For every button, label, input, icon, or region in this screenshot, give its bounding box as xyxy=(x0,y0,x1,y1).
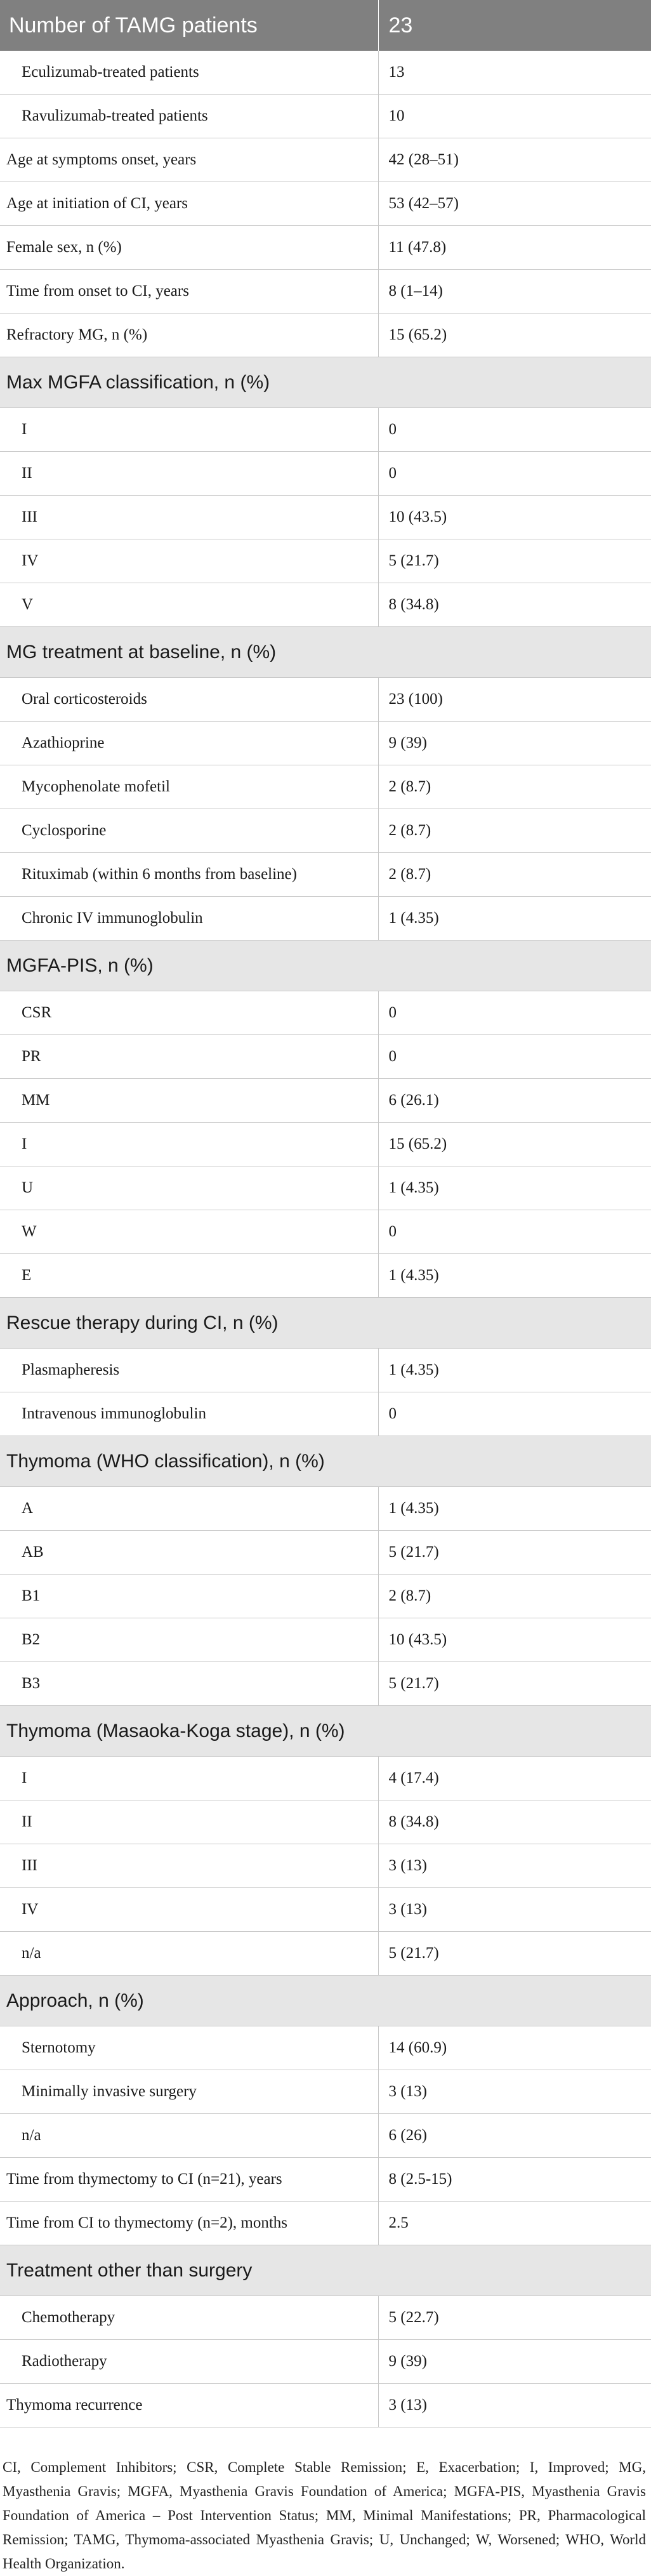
table-row xyxy=(0,1487,651,1531)
row-label: II xyxy=(0,1800,378,1844)
row-label: A xyxy=(0,1487,378,1531)
row-label: B3 xyxy=(0,1662,378,1706)
row-label: B2 xyxy=(0,1618,378,1662)
section-header-row xyxy=(0,2245,651,2296)
row-value: 5 (22.7) xyxy=(378,2296,651,2340)
table-row xyxy=(0,1618,651,1662)
table-row xyxy=(0,1349,651,1392)
section-title: Max MGFA classification, n (%) xyxy=(0,357,651,408)
row-label: Time from thymectomy to CI (n=21), years xyxy=(0,2158,378,2202)
table-row xyxy=(0,1166,651,1210)
table-row xyxy=(0,722,651,765)
row-value: 1 (4.35) xyxy=(378,1349,651,1392)
row-label: Cyclosporine xyxy=(0,809,378,853)
table-row xyxy=(0,583,651,627)
row-label: Time from onset to CI, years xyxy=(0,270,378,314)
row-value: 3 (13) xyxy=(378,1888,651,1932)
row-label: CSR xyxy=(0,991,378,1035)
table-header-row xyxy=(0,0,651,51)
row-value: 5 (21.7) xyxy=(378,1662,651,1706)
table-row xyxy=(0,226,651,270)
row-value: 10 xyxy=(378,95,651,138)
row-label: I xyxy=(0,408,378,452)
row-label: Chronic IV immunoglobulin xyxy=(0,897,378,941)
section-header-row xyxy=(0,1706,651,1757)
table-row xyxy=(0,897,651,941)
table-row xyxy=(0,765,651,809)
table-row xyxy=(0,678,651,722)
row-label: II xyxy=(0,452,378,496)
table-row xyxy=(0,2114,651,2158)
row-label: Time from CI to thymectomy (n=2), months xyxy=(0,2202,378,2245)
row-value: 42 (28–51) xyxy=(378,138,651,182)
table-footnote: CI, Complement Inhibitors; CSR, Complete Stable Remission; E, Exacerbation; I, Improved; MG, Myasthenia Gravis; MGFA, Myasthenia Gravis Foundation of America; MGFA-PIS, Myasthenia Gravis Foundation of America – Post Intervention Status; MM, Minimal Manifestations; PR, Pharmacological Remission; TAMG, Thymoma-associated Myasthenia Gravis; U, Unchanged; W, Worsened; WHO, World Health Organization. xyxy=(3,2459,646,2572)
row-label: Intravenous immunoglobulin xyxy=(0,1392,378,1436)
table-row xyxy=(0,2070,651,2114)
table-row xyxy=(0,539,651,583)
row-value: 2 (8.7) xyxy=(378,1575,651,1618)
table-row xyxy=(0,314,651,357)
table-row xyxy=(0,496,651,539)
table-row xyxy=(0,452,651,496)
row-value: 1 (4.35) xyxy=(378,1166,651,1210)
table-row xyxy=(0,138,651,182)
table-row xyxy=(0,853,651,897)
row-value: 8 (34.8) xyxy=(378,1800,651,1844)
row-label: Female sex, n (%) xyxy=(0,226,378,270)
section-title: Approach, n (%) xyxy=(0,1976,651,2026)
row-label: Ravulizumab-treated patients xyxy=(0,95,378,138)
table-row xyxy=(0,1392,651,1436)
row-value: 6 (26) xyxy=(378,2114,651,2158)
table-row xyxy=(0,1123,651,1166)
row-label: W xyxy=(0,1210,378,1254)
row-value: 0 xyxy=(378,452,651,496)
table-row xyxy=(0,1531,651,1575)
header-label: Number of TAMG patients xyxy=(0,0,378,51)
row-value: 2 (8.7) xyxy=(378,809,651,853)
row-label: Refractory MG, n (%) xyxy=(0,314,378,357)
row-value: 1 (4.35) xyxy=(378,897,651,941)
table-row xyxy=(0,1800,651,1844)
header-value: 23 xyxy=(378,0,651,51)
row-value: 0 xyxy=(378,1392,651,1436)
table-row xyxy=(0,51,651,95)
table-row xyxy=(0,1888,651,1932)
table-row xyxy=(0,2026,651,2070)
section-title: Treatment other than surgery xyxy=(0,2245,651,2296)
table-row xyxy=(0,1035,651,1079)
table-row xyxy=(0,1079,651,1123)
row-label: n/a xyxy=(0,1932,378,1976)
row-value: 14 (60.9) xyxy=(378,2026,651,2070)
row-label: IV xyxy=(0,539,378,583)
row-label: Azathioprine xyxy=(0,722,378,765)
row-label: Radiotherapy xyxy=(0,2340,378,2384)
table-row xyxy=(0,1757,651,1800)
section-header-row xyxy=(0,1298,651,1349)
section-title: MGFA-PIS, n (%) xyxy=(0,941,651,991)
row-value: 1 (4.35) xyxy=(378,1254,651,1298)
table-row xyxy=(0,1932,651,1976)
row-value: 5 (21.7) xyxy=(378,539,651,583)
section-header-row xyxy=(0,1436,651,1487)
row-value: 3 (13) xyxy=(378,1844,651,1888)
section-title: Thymoma (WHO classification), n (%) xyxy=(0,1436,651,1487)
row-label: Age at symptoms onset, years xyxy=(0,138,378,182)
row-value: 53 (42–57) xyxy=(378,182,651,226)
row-value: 15 (65.2) xyxy=(378,314,651,357)
row-value: 5 (21.7) xyxy=(378,1932,651,1976)
table-row xyxy=(0,809,651,853)
row-label: AB xyxy=(0,1531,378,1575)
row-value: 6 (26.1) xyxy=(378,1079,651,1123)
row-value: 8 (2.5-15) xyxy=(378,2158,651,2202)
row-value: 2 (8.7) xyxy=(378,765,651,809)
row-label: V xyxy=(0,583,378,627)
row-label: Rituximab (within 6 months from baseline) xyxy=(0,853,378,897)
row-value: 23 (100) xyxy=(378,678,651,722)
row-value: 1 (4.35) xyxy=(378,1487,651,1531)
row-label: Mycophenolate mofetil xyxy=(0,765,378,809)
row-label: PR xyxy=(0,1035,378,1079)
row-value: 13 xyxy=(378,51,651,95)
table-row xyxy=(0,95,651,138)
table-row xyxy=(0,1844,651,1888)
row-value: 11 (47.8) xyxy=(378,226,651,270)
section-header-row xyxy=(0,941,651,991)
table-row xyxy=(0,991,651,1035)
row-value: 9 (39) xyxy=(378,722,651,765)
row-label: Chemotherapy xyxy=(0,2296,378,2340)
row-label: IV xyxy=(0,1888,378,1932)
table-row xyxy=(0,2340,651,2384)
table-row xyxy=(0,270,651,314)
section-title: Thymoma (Masaoka-Koga stage), n (%) xyxy=(0,1706,651,1757)
row-label: Oral corticosteroids xyxy=(0,678,378,722)
row-label: Thymoma recurrence xyxy=(0,2384,378,2427)
table-row xyxy=(0,1210,651,1254)
row-label: Plasmapheresis xyxy=(0,1349,378,1392)
row-value: 0 xyxy=(378,991,651,1035)
row-label: I xyxy=(0,1757,378,1800)
table-row xyxy=(0,408,651,452)
section-title: Rescue therapy during CI, n (%) xyxy=(0,1298,651,1349)
section-header-row xyxy=(0,357,651,408)
row-value: 4 (17.4) xyxy=(378,1757,651,1800)
row-value: 0 xyxy=(378,408,651,452)
row-label: Age at initiation of CI, years xyxy=(0,182,378,226)
row-label: Eculizumab-treated patients xyxy=(0,51,378,95)
row-value: 9 (39) xyxy=(378,2340,651,2384)
row-label: Minimally invasive surgery xyxy=(0,2070,378,2114)
row-label: E xyxy=(0,1254,378,1298)
row-value: 8 (1–14) xyxy=(378,270,651,314)
table-row xyxy=(0,1254,651,1298)
row-value: 2.5 xyxy=(378,2202,651,2245)
section-header-row xyxy=(0,1976,651,2026)
row-value: 8 (34.8) xyxy=(378,583,651,627)
table-row xyxy=(0,2202,651,2245)
table-row xyxy=(0,182,651,226)
row-value: 10 (43.5) xyxy=(378,1618,651,1662)
section-header-row xyxy=(0,627,651,678)
table-row xyxy=(0,1575,651,1618)
row-value: 0 xyxy=(378,1035,651,1079)
table-row xyxy=(0,2158,651,2202)
row-value: 2 (8.7) xyxy=(378,853,651,897)
table-row xyxy=(0,1662,651,1706)
row-label: MM xyxy=(0,1079,378,1123)
section-title: MG treatment at baseline, n (%) xyxy=(0,627,651,678)
table-row xyxy=(0,2384,651,2427)
row-value: 10 (43.5) xyxy=(378,496,651,539)
row-label: B1 xyxy=(0,1575,378,1618)
row-value: 15 (65.2) xyxy=(378,1123,651,1166)
row-label: I xyxy=(0,1123,378,1166)
row-value: 3 (13) xyxy=(378,2384,651,2427)
row-label: n/a xyxy=(0,2114,378,2158)
row-label: Sternotomy xyxy=(0,2026,378,2070)
row-label: III xyxy=(0,496,378,539)
row-value: 3 (13) xyxy=(378,2070,651,2114)
row-label: III xyxy=(0,1844,378,1888)
table-row xyxy=(0,2296,651,2340)
row-value: 5 (21.7) xyxy=(378,1531,651,1575)
row-value: 0 xyxy=(378,1210,651,1254)
row-label: U xyxy=(0,1166,378,1210)
